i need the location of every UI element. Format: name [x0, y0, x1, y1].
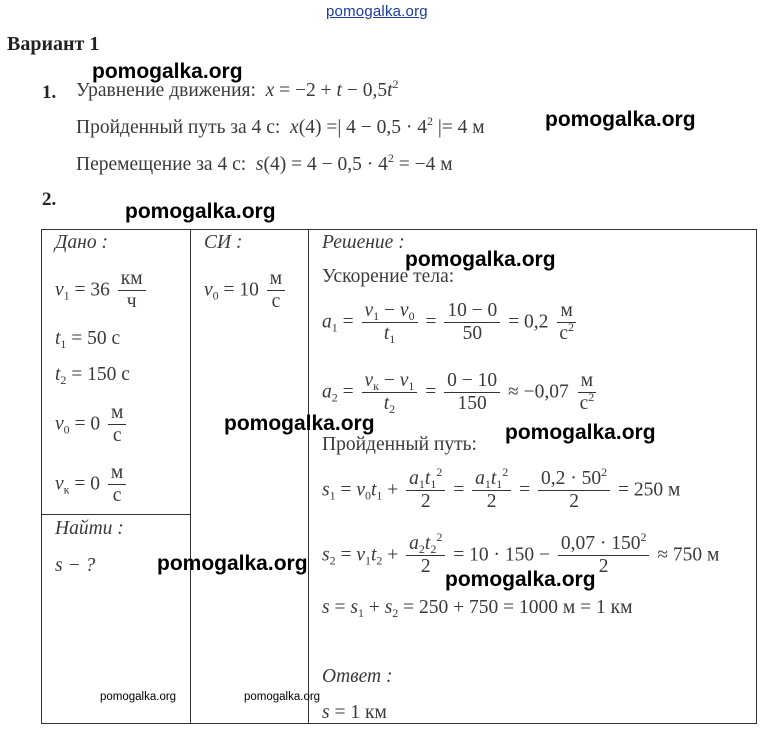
- watermark: pomogalka.org: [505, 421, 656, 444]
- distance-label: Пройденный путь за 4 с:: [76, 117, 281, 138]
- watermark: pomogalka.org: [405, 248, 556, 271]
- formula-a1: $a_1$ = $\frac{v_1 - v_0}{t_1}$ = $\frac{10 - 0}{50}$ = 0,2 $\frac{м}{с^2}$: [322, 300, 574, 347]
- displacement-label: Перемещение за 4 с:: [76, 154, 247, 175]
- column-divider: [190, 229, 191, 724]
- watermark-small: pomogalka.org: [244, 691, 321, 703]
- acceleration-label: Ускорение тела:: [322, 266, 455, 287]
- solution-header: Решение :: [322, 232, 405, 253]
- answer-header: Ответ :: [322, 666, 393, 687]
- watermark: pomogalka.org: [157, 552, 308, 575]
- given-v1: $v_1 = 36$ $\frac{км}{ч}$: [55, 268, 149, 314]
- problem-1-line-2: [76, 114, 485, 139]
- formula-s1: $s_1 = v_0t_1$ + $\frac{a_1t_1^2}{2}$ = $\frac{a_1t_1^2}{2}$ = $\frac{0,2 \cdot 50^2}{2}$ = 250 м: [322, 465, 681, 513]
- given-vk: $v_к = 0$ $\frac{м}{с}$: [55, 462, 129, 508]
- problem-2-number: 2.: [42, 189, 57, 210]
- watermark: pomogalka.org: [224, 412, 375, 435]
- problem-1-number: 1.: [42, 82, 57, 103]
- watermark-small: pomogalka.org: [100, 691, 177, 703]
- formula-s2: $s_2 = v_1t_2$ + $\frac{a_2t_2^2}{2}$ = 10 · 150 − $\frac{0,07 \cdot 150^2}{2}$ ≈ 750 м: [322, 530, 720, 578]
- answer-value: s = 1 км: [322, 702, 387, 723]
- watermark: pomogalka.org: [125, 200, 276, 223]
- path-label: Пройденный путь:: [322, 434, 477, 455]
- header-watermark-link[interactable]: pomogalka.org: [326, 3, 428, 20]
- problem-1-line-3: [76, 151, 453, 176]
- formula-a2: $a_2$ = $\frac{v_к - v_1}{t_2}$ = $\frac{0 - 10}{150}$ ≈ −0,07 $\frac{м}{с^2}$: [322, 370, 595, 417]
- given-find-divider: [41, 514, 191, 515]
- find-header: Найти :: [55, 518, 124, 539]
- si-header: СИ :: [204, 232, 243, 253]
- si-v0: $v_0 = 10$ $\frac{м}{с}$: [204, 268, 288, 314]
- watermark: pomogalka.org: [92, 60, 243, 83]
- given-t2: $t_2 = 150$ с: [55, 364, 130, 387]
- find-value: s − ?: [55, 555, 96, 576]
- given-v0: $v_0 = 0$ $\frac{м}{с}$: [55, 402, 129, 448]
- given-header: Дано :: [55, 232, 108, 253]
- watermark: pomogalka.org: [445, 568, 596, 591]
- watermark: pomogalka.org: [545, 108, 696, 131]
- displacement-formula: $s(4) = 4 - 0,5 \cdot 4^2 = -4$ м: [255, 151, 453, 175]
- column-divider: [308, 229, 309, 724]
- given-t1: $t_1 = 50$ с: [55, 328, 121, 351]
- motion-equation-label: Уравнение движения:: [76, 80, 256, 101]
- distance-formula: x(4) =| $4 - 0,5 \cdot 4^2$ |= 4 м: [290, 114, 485, 138]
- motion-equation-formula: $x = -2 + t - 0,5t^2$: [265, 77, 399, 101]
- formula-s-total: $s = s_1 + s_2 = 250 + 750 = 1000$ м = 1 км: [322, 597, 633, 620]
- variant-title: Вариант 1: [7, 33, 100, 55]
